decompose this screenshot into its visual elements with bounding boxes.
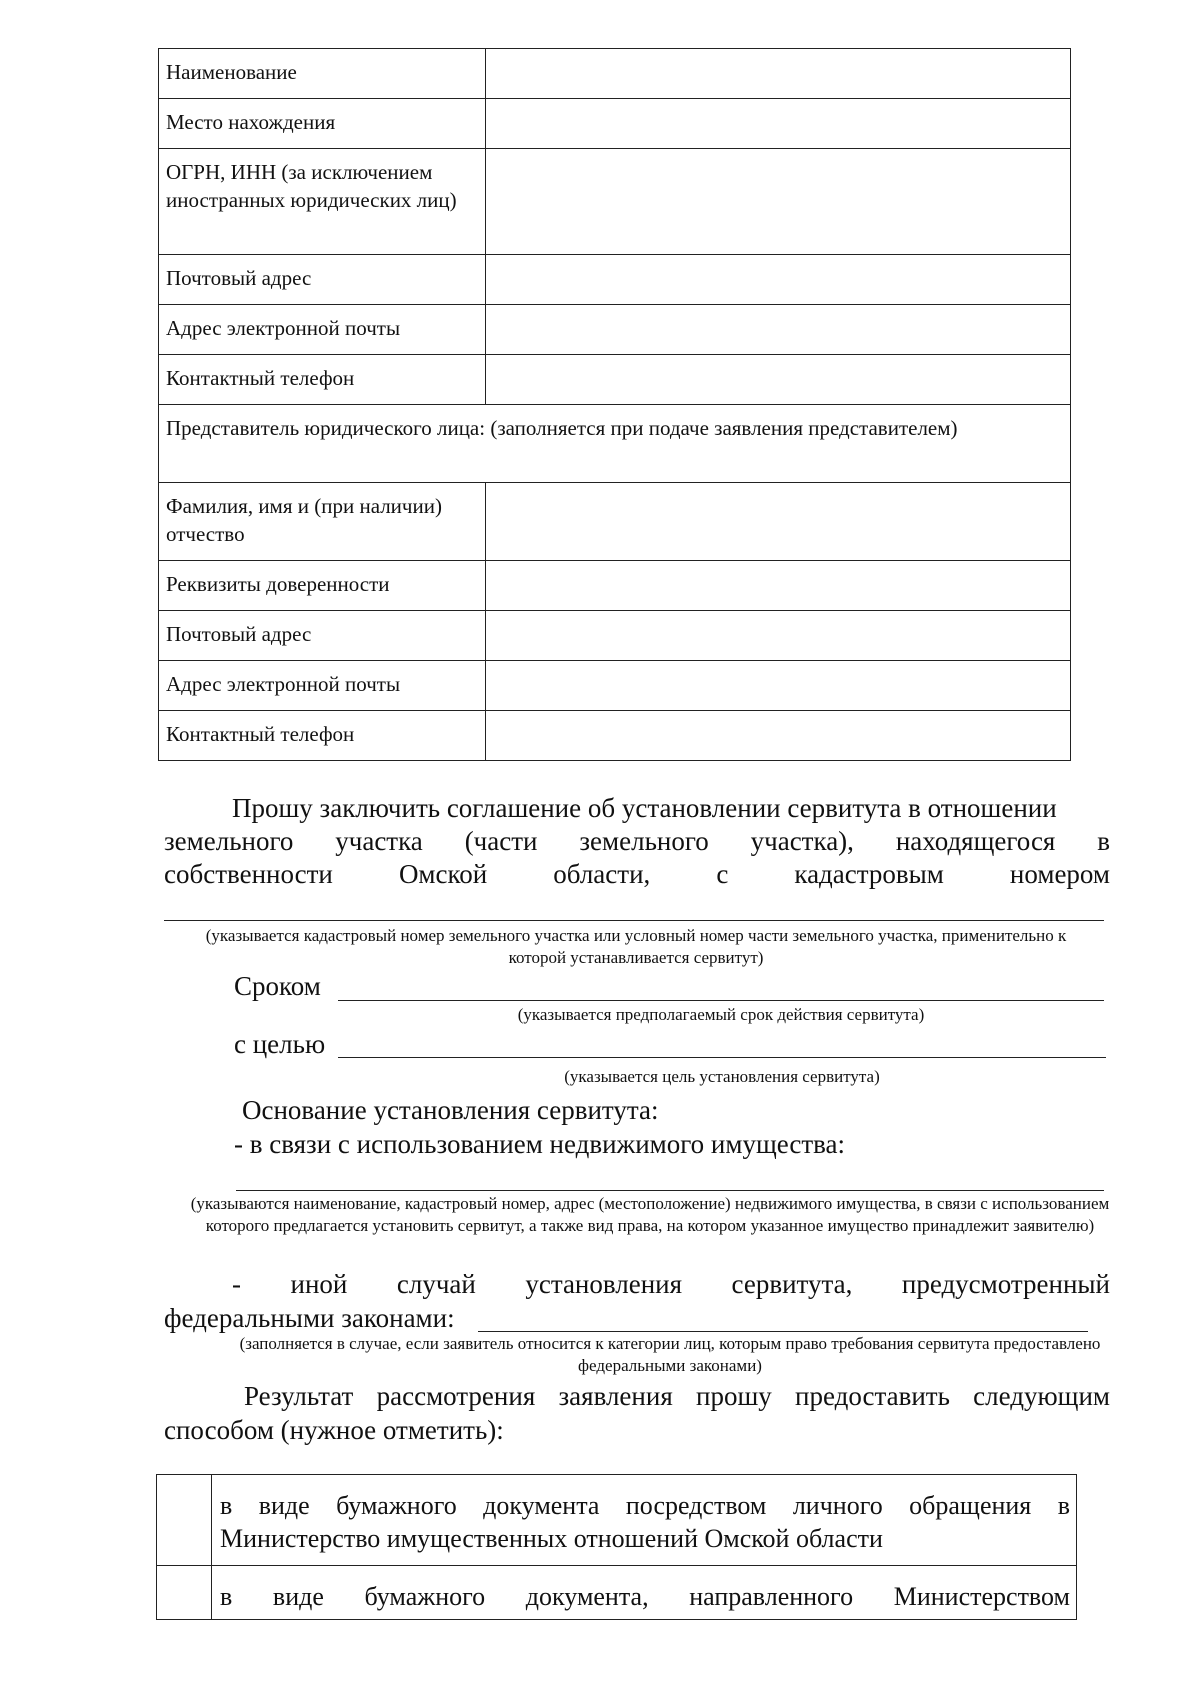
field-label: Почтовый адрес bbox=[159, 255, 486, 305]
table-row bbox=[159, 255, 1071, 305]
purpose-line[interactable] bbox=[338, 1057, 1106, 1058]
result-line-2: способом (нужное отметить): bbox=[164, 1415, 504, 1445]
table-row bbox=[159, 611, 1071, 661]
real-estate-line[interactable] bbox=[236, 1190, 1104, 1191]
representative-header: Представитель юридического лица: (заполняется при подаче заявления представителем) bbox=[159, 405, 1071, 483]
applicant-info-table bbox=[158, 48, 1071, 761]
request-line-1: Прошу заключить соглашение об установлении сервитута в отношении bbox=[232, 793, 1057, 823]
real-estate-note: (указываются наименование, кадастровый номер, адрес (местоположение) недвижимого имущества, в связи с использованием которого предлагается установить сервитут, а также вид права, на котором указанное имущество принадлежит заявителю) bbox=[190, 1194, 1110, 1235]
field-label: Адрес электронной почты bbox=[159, 661, 486, 711]
result-line-1: Результат рассмотрения заявления прошу предоставить следующим bbox=[244, 1381, 1110, 1411]
field-label: Контактный телефон bbox=[159, 711, 486, 761]
table-row bbox=[159, 355, 1071, 405]
field-label: Почтовый адрес bbox=[159, 611, 486, 661]
table-row bbox=[157, 1566, 1077, 1620]
field-label: ОГРН, ИНН (за исключением иностранных юридических лиц) bbox=[159, 149, 486, 255]
request-line-3: собственности Омской области, с кадастровым номером bbox=[164, 859, 1110, 889]
term-line[interactable] bbox=[338, 1000, 1104, 1001]
field-value-cell[interactable] bbox=[486, 305, 1071, 355]
field-value-cell[interactable] bbox=[486, 149, 1071, 255]
basis-option-other-line-2: федеральными законами: bbox=[164, 1303, 455, 1333]
field-label: Адрес электронной почты bbox=[159, 305, 486, 355]
option-checkbox[interactable] bbox=[157, 1566, 212, 1620]
option-text: в виде бумажного документа посредством личного обращения в Министерство имущественных отношений Омской области bbox=[212, 1475, 1077, 1566]
table-row bbox=[157, 1475, 1077, 1566]
field-value-cell[interactable] bbox=[486, 99, 1071, 149]
delivery-options-table bbox=[156, 1474, 1077, 1620]
cadastral-note: (указывается кадастровый номер земельного участка или условный номер части земельного участка, применительно к которой устанавливается сервитут) bbox=[205, 926, 1067, 967]
table-row bbox=[159, 711, 1071, 761]
table-row bbox=[159, 149, 1071, 255]
table-row bbox=[159, 305, 1071, 355]
field-label: Фамилия, имя и (при наличии) отчество bbox=[159, 483, 486, 561]
field-label: Реквизиты доверенности bbox=[159, 561, 486, 611]
purpose-note: (указывается цель установления сервитута) bbox=[564, 1067, 880, 1086]
table-row bbox=[159, 99, 1071, 149]
option-checkbox[interactable] bbox=[157, 1475, 212, 1566]
term-note: (указывается предполагаемый срок действия сервитута) bbox=[517, 1005, 925, 1024]
other-case-line[interactable] bbox=[478, 1331, 1088, 1332]
table-row bbox=[159, 661, 1071, 711]
field-value-cell[interactable] bbox=[486, 355, 1071, 405]
field-value-cell[interactable] bbox=[486, 661, 1071, 711]
cadastral-number-line[interactable] bbox=[164, 920, 1104, 921]
basis-option-other-line-1: - иной случай установления сервитута, предусмотренный bbox=[232, 1269, 1110, 1299]
request-line-2: земельного участка (части земельного участка), находящегося в bbox=[164, 826, 1110, 856]
field-value-cell[interactable] bbox=[486, 49, 1071, 99]
field-value-cell[interactable] bbox=[486, 561, 1071, 611]
field-value-cell[interactable] bbox=[486, 611, 1071, 661]
basis-title: Основание установления сервитута: bbox=[242, 1095, 659, 1125]
field-label: Наименование bbox=[159, 49, 486, 99]
table-row bbox=[159, 405, 1071, 483]
table-row bbox=[159, 483, 1071, 561]
field-value-cell[interactable] bbox=[486, 483, 1071, 561]
purpose-label: с целью bbox=[234, 1029, 326, 1059]
table-row bbox=[159, 49, 1071, 99]
field-value-cell[interactable] bbox=[486, 711, 1071, 761]
term-label: Сроком bbox=[234, 971, 321, 1001]
other-case-note: (заполняется в случае, если заявитель относится к категории лиц, которым право требования сервитута предоставлено федеральными законами) bbox=[239, 1334, 1101, 1375]
basis-option-real-estate: - в связи с использованием недвижимого имущества: bbox=[234, 1129, 846, 1159]
field-label: Контактный телефон bbox=[159, 355, 486, 405]
option-text: в виде бумажного документа, направленного Министерством bbox=[212, 1566, 1077, 1620]
table-row bbox=[159, 561, 1071, 611]
field-label: Место нахождения bbox=[159, 99, 486, 149]
field-value-cell[interactable] bbox=[486, 255, 1071, 305]
